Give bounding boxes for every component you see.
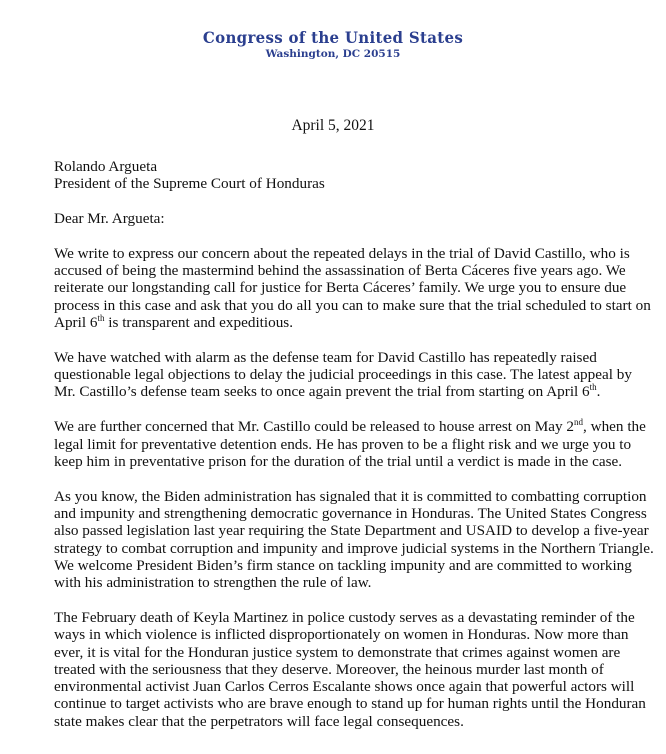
ordinal-suffix: nd — [574, 417, 584, 428]
recipient-title: President of the Supreme Court of Honduras — [54, 175, 325, 193]
ordinal-suffix: th — [97, 313, 105, 324]
letterhead-title: Congress of the United States — [202, 28, 464, 48]
paragraph-3-text-b: , when the legal limit for preventative detention ends. He has proven to be a flight risk and we urge you to keep him in preventative prison for the duration of the trial until a verdict is made in the case. — [54, 418, 646, 470]
paragraph-1-text-a: We write to express our concern about the repeated delays in the trial of David Castillo, who is accused of being the mastermind behind the assassination of Berta Cáceres five years ago. We reiterate our longstanding call for justice for Berta Cáceres’ family. We urge you to ensure due process in this case and ask that you do all you can to make sure that the trial scheduled to start on April 6 — [54, 244, 651, 332]
letterhead-subtitle: Washington, DC 20515 — [265, 48, 401, 60]
paragraph-2-text-a: We have watched with alarm as the defense team for David Castillo has repeatedly raised questionable legal objections to delay the judicial proceedings in this case. The latest appeal by Mr. Castillo’s defense team seeks to once again prevent the trial from starting on April 6 — [54, 348, 632, 401]
letterhead — [0, 29, 666, 61]
paragraph-3-text-a: We are further concerned that Mr. Castillo could be released to house arrest on May 2 — [54, 418, 575, 436]
ordinal-suffix: th — [589, 382, 597, 393]
letter-body — [54, 158, 654, 730]
paragraph-1 — [54, 245, 654, 331]
recipient-name: Rolando Argueta — [54, 158, 158, 175]
paragraph-2 — [54, 349, 654, 401]
paragraph-5: The February death of Keyla Martinez in police custody serves as a devastating reminder of the ways in which violence is inflicted disproportionately on women in Honduras. Now more than ever, it is vital for the Honduran justice system to demonstrate that crimes against women are treated with the seriousness that they deserve. Moreover, the heinous murder last month of environmental activist Juan Carlos Cerros Escalante shows once again that powerful actors will continue to target activists who are brave enough to stand up for human rights until the Honduran state makes clear that the perpetrators will face legal consequences. — [54, 608, 646, 730]
paragraph-4: As you know, the Biden administration has signaled that it is committed to combatting corruption and impunity and strengthening democratic governance in Honduras. The United States Congress also passed legislation last year requiring the State Department and USAID to develop a five-year strategy to combat corruption and impunity and improve judicial systems in the Northern Triangle. We welcome President Biden’s firm stance on tackling impunity and are committed to working with his administration to strengthen the rule of law. — [54, 487, 654, 592]
paragraph-3 — [54, 418, 654, 470]
salutation: Dear Mr. Argueta: — [54, 210, 165, 228]
paragraph-2-text-b: . — [596, 383, 601, 401]
letter-date: April 5, 2021 — [291, 117, 375, 134]
paragraph-1-text-b: is transparent and expeditious. — [104, 314, 293, 332]
